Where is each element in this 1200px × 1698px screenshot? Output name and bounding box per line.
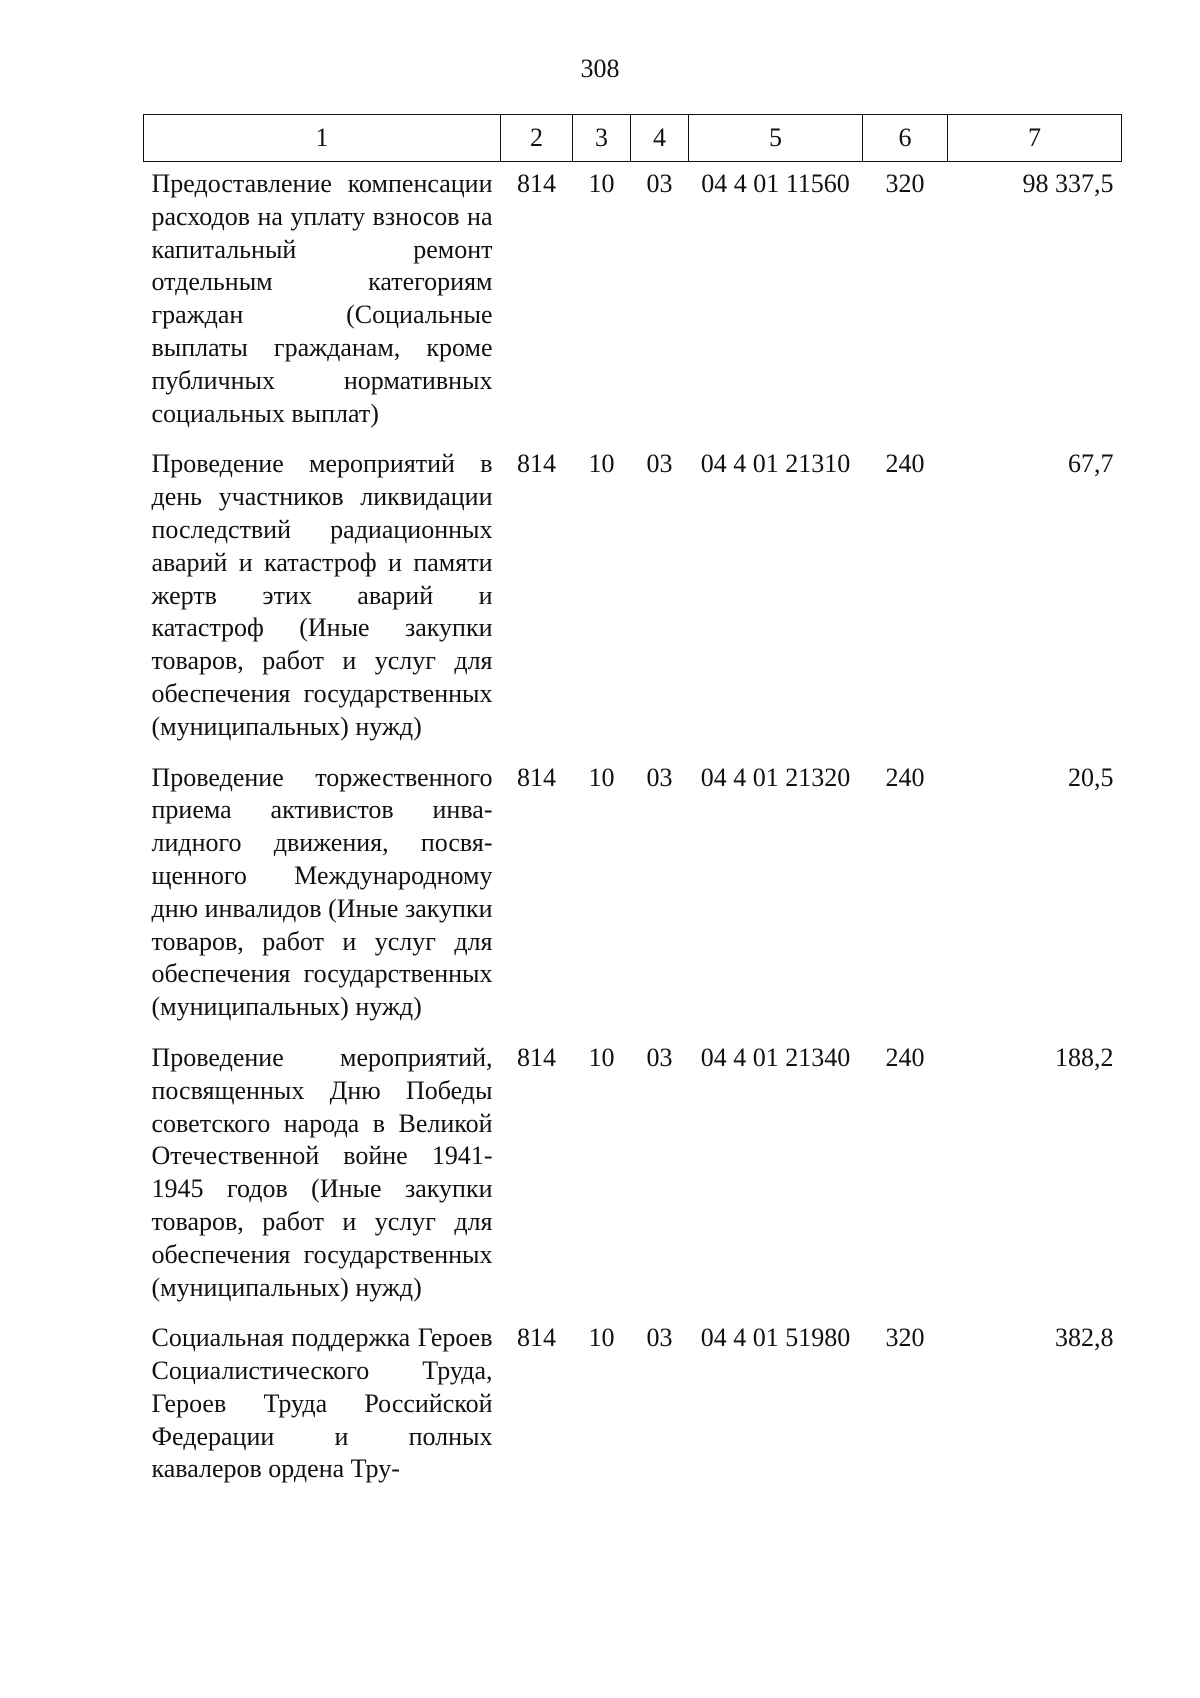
row-description: Проведение торжественного приема активистов инвалидного движения, посвященного Международному дню инвалидов (Иные закупки товаров, работ и услуг для обеспечения государственных (муниципальных) нужд) [151,762,493,1022]
amount-value: 98 337,5 [1022,169,1114,198]
section-code: 10 [588,762,615,792]
row-description: Проведение мероприятий в день участников ликвидации последствий радиационных аварий и катастроф и памяти жертв этих аварий и катастроф (Иные закупки товаров, работ и услуг для обеспечения государственных (муниципальных) нужд) [151,449,493,741]
row-description: Социальная поддержка Героев Социалистического Труда, Героев Труда Российской Федерации и полных кавалеров ордена Тру- [151,1323,493,1484]
expense-type-code: 240 [885,762,925,792]
table-row [144,162,1122,443]
page-number: 308 [580,54,620,83]
expense-type-code: 320 [885,1323,925,1353]
subsection-code: 03 [646,449,673,479]
subsection-code: 03 [646,169,673,198]
subsection-code: 03 [646,1323,673,1353]
row-description: Предоставление компенсации расходов на уплату взносов на капитальный ремонт отдельным категориям граждан (Социальные выплаты гражданам, кроме публичных нормативных социальных выплат) [151,169,493,428]
subsection-code: 03 [646,1042,673,1072]
target-article-code: 04 4 01 21320 [700,762,851,792]
column-header: 7 [948,115,1122,162]
target-article-code: 04 4 01 21340 [700,1042,851,1072]
ministry-code: 814 [517,1323,556,1353]
ministry-code: 814 [517,169,556,198]
column-header: 1 [144,115,501,162]
target-article-code: 04 4 01 21310 [700,449,851,479]
section-code: 10 [588,1042,615,1072]
column-header: 5 [689,115,863,162]
ministry-code: 814 [517,762,556,792]
table-row [144,442,1122,755]
row-description: Проведение мероприятий, посвященных Дню Победы советского народа в Великой Отечественной войне 1941-1945 годов (Иные закупки товаров, работ и услуг для обеспечения государственных (муниципальных) нужд) [151,1042,493,1302]
ministry-code: 814 [517,1042,556,1072]
target-article-code: 04 4 01 51980 [700,1323,851,1353]
section-code: 10 [588,1323,615,1353]
table-row [144,756,1122,1036]
table-row [144,1036,1122,1316]
expense-type-code: 240 [885,1042,925,1072]
subsection-code: 03 [646,762,673,792]
budget-table [143,114,1122,1498]
expense-type-code: 240 [885,449,925,479]
section-code: 10 [588,449,615,479]
table-header-row [144,115,1122,162]
ministry-code: 814 [517,449,556,479]
table-row [144,1316,1122,1498]
amount-value: 20,5 [1068,762,1114,792]
section-code: 10 [588,169,615,198]
column-header: 6 [863,115,948,162]
column-header: 4 [631,115,689,162]
column-header: 2 [501,115,573,162]
amount-value: 382,8 [1055,1323,1114,1353]
expense-type-code: 320 [885,169,925,198]
column-header: 3 [573,115,631,162]
amount-value: 67,7 [1068,449,1114,479]
target-article-code: 04 4 01 11560 [701,169,850,198]
amount-value: 188,2 [1055,1042,1114,1072]
